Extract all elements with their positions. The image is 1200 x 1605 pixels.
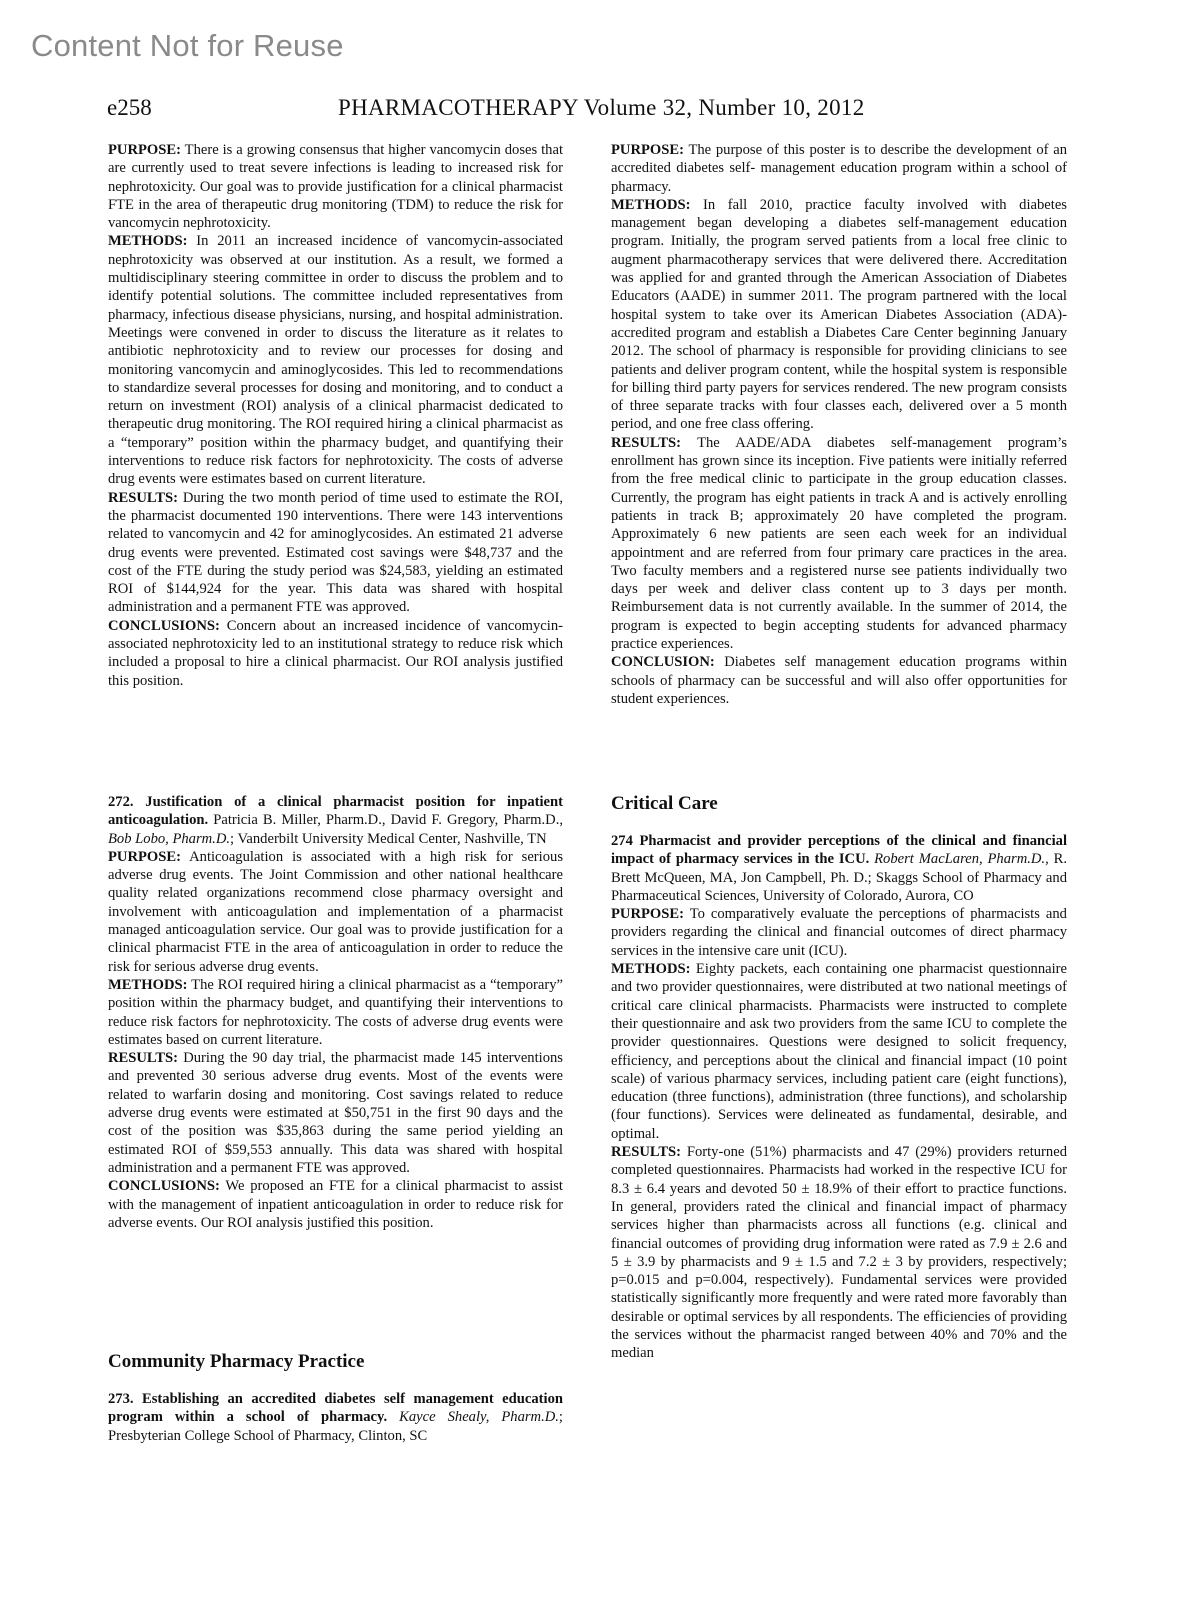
- purpose-label: PURPOSE:: [108, 142, 181, 158]
- abstract-273-heading: [108, 1390, 563, 1445]
- section-community-pharmacy: [108, 1350, 563, 1374]
- abstract-273-title: 273. Establishing an accredited diabetes self management education program within a school of pharmacy.: [108, 1391, 563, 1426]
- results-text: During the 90 day trial, the pharmacist made 145 interventions and prevented 30 serious adverse drug events. Most of the events were related to warfarin dosing and monitoring. Cost savings related to reduce adverse drug events were estimated at $50,751 in the first 90 days and the cost of the position was $35,863 during the same period yielding an estimated ROI of $59,553 annually. This data was shared with hospital administration and a permanent FTE was approved.: [108, 1050, 563, 1176]
- abstract-274-presenting-author: Robert MacLaren, Pharm.D.: [874, 851, 1046, 868]
- journal-running-header: PHARMACOTHERAPY Volume 32, Number 10, 2012: [338, 95, 865, 120]
- methods-label: METHODS:: [611, 961, 691, 978]
- conclusions-label: CONCLUSIONS:: [108, 1178, 220, 1195]
- conclusions-text: Concern about an increased incidence of vancomycin-associated nephrotoxicity led to an institutional strategy to reduce risk which included a proposal to hire a clinical pharmacist. Our ROI analysis justified this position.: [108, 617, 563, 689]
- methods-paragraph: [611, 196, 1067, 434]
- abstract-274-title: 274 Pharmacist and provider perceptions of the clinical and financial impact of pharmacy services in the ICU.: [611, 833, 1067, 868]
- page-number: e258: [107, 95, 152, 120]
- results-text: During the two month period of time used to estimate the ROI, the pharmacist documented 190 interventions. There were 143 interventions related to vancomycin and 42 for aminoglycosides. An estimated 21 adverse drug events were prevented. Estimated cost savings were $48,737 and the cost of the FTE during the study period was $24,583, yielding an estimated ROI of $144,924 for the year. This data was shared with hospital administration and a permanent FTE was approved.: [108, 489, 563, 616]
- purpose-paragraph: [108, 848, 563, 976]
- abstract-273-affiliation: ; Presbyterian College School of Pharmacy, Clinton, SC: [108, 1409, 563, 1444]
- abstract-273: [108, 1390, 563, 1445]
- abstract-272-presenting-author: Bob Lobo, Pharm.D.: [108, 830, 231, 847]
- purpose-text: The purpose of this poster is to describe the development of an accredited diabetes self- management education program within a school of pharmacy.: [611, 142, 1068, 195]
- conclusions-paragraph: [108, 617, 563, 690]
- abstract-272-heading: [108, 793, 563, 848]
- conclusions-label: CONCLUSIONS:: [108, 617, 220, 634]
- methods-text: In 2011 an increased incidence of vancomycin-associated nephrotoxicity was observed at our institution. As a result, we formed a multidisciplinary steering committee in order to discuss the problem and to identify potential solutions. The committee included representatives from pharmacy, infectious disease physicians, nursing, and hospital administration. Meetings were convened in order to discuss the literature as it relates to antibiotic nephrotoxicity and to review our processes for dosing and monitoring vancomycin and aminoglycosides. This led to recommendations to standardize several processes for dosing and monitoring, and to conduct a return on investment (ROI) analysis of a clinical pharmacist dedicated to therapeutic drug monitoring. The ROI required hiring a clinical pharmacist as a “temporary” position within the pharmacy budget, and quantifying their interventions to reduce risk factors for nephrotoxicity. The costs of adverse drug events were estimates based on current literature.: [108, 233, 563, 488]
- conclusion-paragraph: [611, 653, 1067, 708]
- results-label: RESULTS:: [108, 489, 179, 506]
- abstract-274: [611, 832, 1067, 1363]
- abstract-272-affiliation: ; Vanderbilt University Medical Center, Nashville, TN: [230, 830, 547, 847]
- methods-text: The ROI required hiring a clinical pharmacist as a “temporary” position within the pharmacy budget, and quantifying their interventions to reduce risk factors for nephrotoxicity. The costs of adverse drug events were estimates based on current literature.: [108, 976, 563, 1048]
- purpose-paragraph: [611, 905, 1067, 960]
- left-top-abstract: [108, 141, 563, 690]
- purpose-label: PURPOSE:: [611, 906, 684, 923]
- methods-label: METHODS:: [108, 233, 188, 250]
- section-heading: Critical Care: [611, 793, 718, 814]
- methods-label: METHODS:: [611, 196, 691, 213]
- purpose-label: PURPOSE:: [611, 142, 684, 158]
- conclusion-text: Diabetes self management education programs within schools of pharmacy can be successful and will also offer opportunities for student experiences.: [611, 654, 1067, 707]
- results-paragraph: [611, 1143, 1067, 1363]
- conclusions-text: We proposed an FTE for a clinical pharmacist to assist with the management of inpatient anticoagulation in order to reduce risk for adverse events. Our ROI analysis justified this position.: [108, 1178, 563, 1231]
- purpose-paragraph: [611, 141, 1067, 196]
- abstract-273-presenting-author: Kayce Shealy, Pharm.D.: [399, 1409, 559, 1426]
- section-critical-care: [611, 792, 1067, 816]
- purpose-label: PURPOSE:: [108, 848, 181, 865]
- abstract-272: [108, 793, 563, 1232]
- section-heading: Community Pharmacy Practice: [108, 1351, 365, 1372]
- results-label: RESULTS:: [611, 1144, 682, 1161]
- results-paragraph: [611, 434, 1067, 654]
- purpose-paragraph: [108, 141, 563, 232]
- results-label: RESULTS:: [108, 1050, 179, 1067]
- abstract-272-authors: Patricia B. Miller, Pharm.D., David F. Gregory, Pharm.D.,: [213, 812, 563, 829]
- watermark: Content Not for Reuse: [31, 28, 344, 63]
- results-text: The AADE/ADA diabetes self-management program’s enrollment has grown since its inception. Five patients were initially referred from the free medical clinic to participate in the group education classes. Currently, the program has eight patients in track A and is actively enrolling patients in track B; approximately 20 have completed the program. Approximately 6 new patients are seen each week for an individual appointment and are referred from four primary care practices in the area. Two faculty members and a registered nurse see patients individually two days per week and deliver class content up to 3 days per month. Reimbursement data is not currently available. In the summer of 2014, the program is expected to begin accepting students for advanced pharmacy practice experiences.: [611, 434, 1067, 653]
- purpose-text: Anticoagulation is associated with a high risk for serious adverse drug events. The Joint Commission and other national healthcare quality related organizations recommend close pharmacy oversight and involvement with anticoagulation and implementation of a pharmacist managed anticoagulation service. Our goal was to provide justification for a clinical pharmacist FTE in the area of anticoagulation in order to reduce the risk for serious adverse drug events.: [108, 848, 563, 975]
- methods-paragraph: [108, 976, 563, 1049]
- abstract-272-title: 272. Justification of a clinical pharmacist position for inpatient anticoagulation.: [108, 794, 563, 829]
- conclusion-label: CONCLUSION:: [611, 654, 715, 671]
- results-text: Forty-one (51%) pharmacists and 47 (29%) providers returned completed questionnaires. Pharmacists had worked in the respective ICU for 8.3 ± 6.4 years and devoted 50 ± 18.9% of their effort to practice functions. In general, providers rated the clinical and financial impact of pharmacy services higher than pharmacists across all functions (e.g. clinical and financial outcomes of providing drug information were rated as 7.9 ± 2.6 and 5 ± 3.9 by pharmacists and 9 ± 1.5 and 7.2 ± 3 by providers, respectively; p=0.015 and p=0.004, respectively). Fundamental services were provided statistically significantly more frequently and were rated more favorably than desirable or optimal services by all respondents. The efficiencies of providing the services without the pharmacist ranged between 40% and 70% and the median: [611, 1144, 1067, 1362]
- results-label: RESULTS:: [611, 434, 682, 451]
- purpose-text: There is a growing consensus that higher vancomycin doses that are currently used to treat severe infections is leading to increased risk for nephrotoxicity. Our goal was to provide justification for a clinical pharmacist FTE in the area of therapeutic drug monitoring (TDM) to reduce the risk for vancomycin nephrotoxicity.: [108, 142, 563, 232]
- abstract-274-heading: [611, 832, 1067, 905]
- methods-label: METHODS:: [108, 976, 188, 993]
- methods-text: In fall 2010, practice faculty involved with diabetes management began developing a diabetes self-management education program. Initially, the program served patients from a local free clinic to augment pharmacotherapy services that were delivered there. Accreditation was applied for and granted through the American Association of Diabetes Educators (AADE) in summer 2011. The program partnered with the local hospital system to take over its American Diabetes Association (ADA)-accredited program and establish a Diabetes Care Center beginning January 2012. The school of pharmacy is responsible for providing clinicians to see patients and deliver program content, while the hospital system is responsible for billing third party payers for services rendered. The new program consists of three separate tracks with four classes each, delivered over a 5 month period, and one free class offering.: [611, 196, 1067, 433]
- abstract-274-authors: , R. Brett McQueen, MA, Jon Campbell, Ph. D.; Skaggs School of Pharmacy and Pharmaceutical Sciences, University of Colorado, Aurora, CO: [611, 851, 1067, 904]
- results-paragraph: [108, 1049, 563, 1177]
- conclusions-paragraph: [108, 1177, 563, 1232]
- results-paragraph: [108, 489, 563, 617]
- methods-paragraph: [108, 232, 563, 488]
- methods-paragraph: [611, 960, 1067, 1143]
- purpose-text: To comparatively evaluate the perceptions of pharmacists and providers regarding the clinical and financial outcomes of direct pharmacy services in the intensive care unit (ICU).: [611, 906, 1067, 959]
- methods-text: Eighty packets, each containing one pharmacist questionnaire and two provider questionnaires, were distributed at two national meetings of critical care clinical pharmacists. Pharmacists were instructed to complete their questionnaire and ask two providers from the same ICU to complete the provider questionnaires. Questions were designed to solicit frequency, efficiency, and perceptions about the clinical and financial impact (10 point scale) of various pharmacy services, including patient care (eight functions), education (three functions), administration (three functions), and scholarship (four functions). Services were delineated as fundamental, desirable, and optimal.: [611, 961, 1067, 1142]
- right-top-abstract: [611, 141, 1067, 708]
